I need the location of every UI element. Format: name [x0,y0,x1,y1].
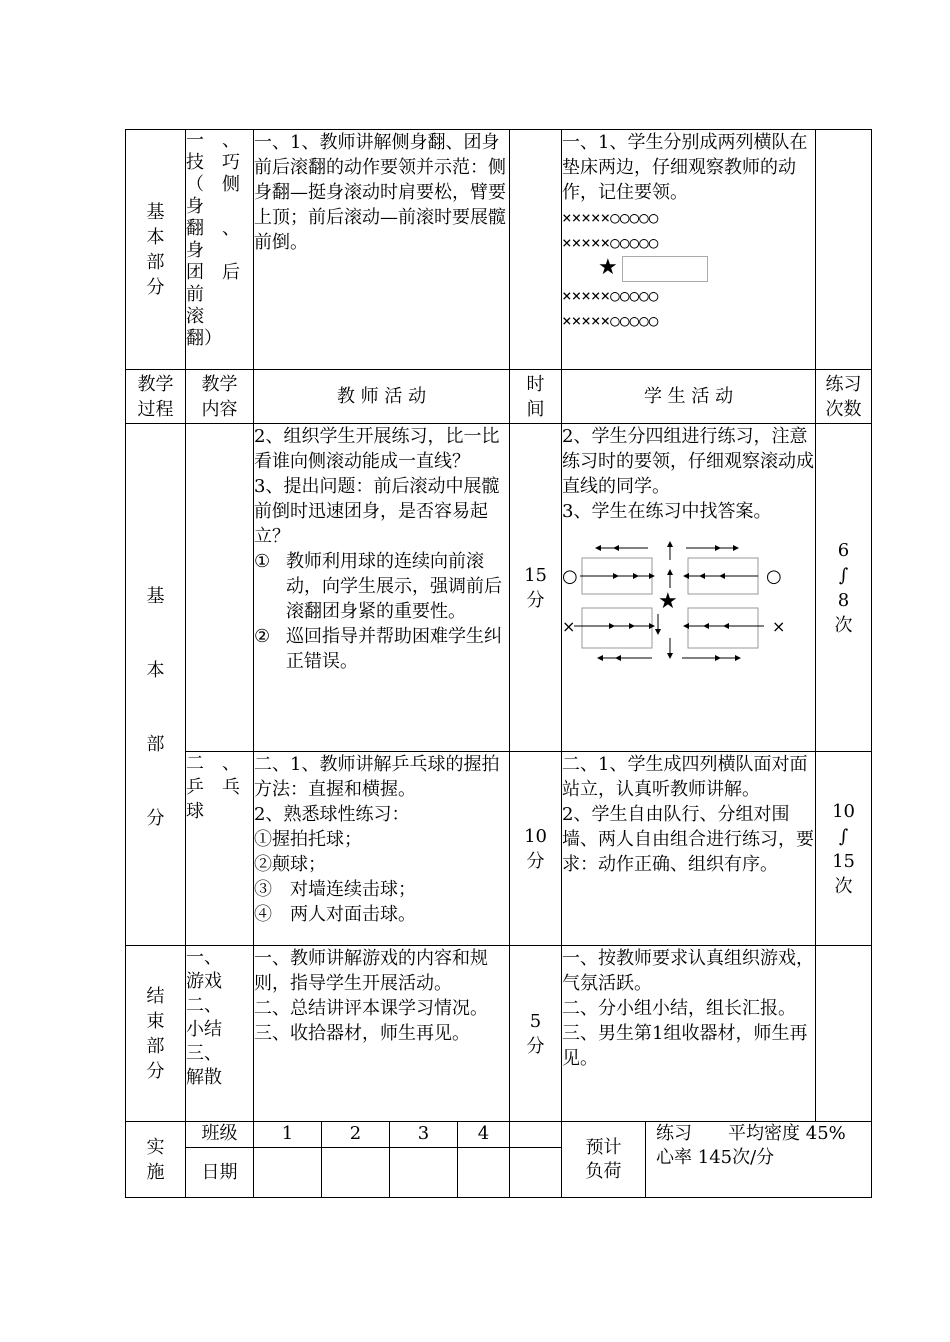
section2-student-p1: 2、学生分四组进行练习，注意练习时的要领，仔细观察滚动成直线的同学。 [562,426,815,497]
formation-row-4: ×××××○○○○○ [562,311,659,330]
formation-row-2: ×××××○○○○○ [562,233,659,252]
section2-content [186,424,254,752]
section2-row [126,424,872,752]
formation-row-3: ×××××○○○○○ [562,286,659,305]
circle-right: ○ [766,566,782,587]
section4-student: 一、按教师要求认真组织游戏，气氛活跃。 二、分小组小结，组长汇报。 三、男生第1组收器材，师生再见。 [562,946,816,1122]
section2-teacher-item-2: ② 巡回指导并帮助困难学生纠正错误。 [254,626,502,672]
lesson-plan-table [125,129,872,1198]
header-row [126,370,872,424]
class-5 [510,1122,562,1148]
circle-left: ○ [562,566,578,587]
section4-label: 结 束 部 分 [126,946,186,1122]
section1-student [562,130,816,370]
date-2 [322,1148,390,1198]
teacher-star-icon: ★ [598,255,618,280]
section1-label: 基 本 部 分 [126,130,186,370]
header-teacher: 教 师 活 动 [254,370,510,424]
class-label: 班级 [186,1122,254,1148]
section2-teacher-item-1: ① 教师利用球的连续向前滚动，向学生展示，强调前后滚翻团身紧的重要性。 [254,551,502,622]
teacher-position [562,255,815,283]
class-1: 1 [254,1122,322,1148]
section3-row [126,752,872,946]
diagram-star-icon: ★ [658,589,678,614]
section1-content: 一 、 技 巧 （ 侧 身 翻 、身 团 后 前 滚 翻） [186,130,254,370]
section1-time [510,130,562,370]
header-student: 学 生 活 动 [562,370,816,424]
section4-content: 一、 游戏 二、 小结 三、 解散 [186,946,254,1122]
class-3: 3 [390,1122,458,1148]
section3-count: 10 ∫ 15 次 [816,752,872,946]
date-5 [510,1148,562,1198]
section3-content: 二 、 乒 乓 球 [186,752,254,946]
section3-student: 二、1、学生成四列横队面对面站立，认真听教师讲解。 2、学生自由队行、分组对围墙、两人自由组合进行练习，要求：动作正确、组织有序。 [562,752,816,946]
section1-teacher: 一、1、教师讲解侧身翻、团身前后滚翻的动作要领并示范：侧身翻—挺身滚动时肩要松，臂要上顶；前后滚动—前滚时要展髋前倒。 [254,130,510,370]
section2-student [562,424,816,752]
section3-teacher: 二、1、教师讲解乒乓球的握拍方法：直握和横握。 2、熟悉球性练习： ①握拍托球； ②颠球； ③ 对墙连续击球； ④ 两人对面击球。 [254,752,510,946]
load-text: 练习 平均密度 45% 心率 145次/分 [646,1122,872,1198]
header-process: 教学 过程 [126,370,186,424]
section2-count: 6 ∫ 8 次 [816,424,872,752]
section4-time: 5 分 [510,946,562,1122]
cross-right: × [772,617,786,636]
section4-row [126,946,872,1122]
mat-box [622,256,708,282]
footer-label: 实 施 [126,1122,186,1198]
section2-student-p2: 3、学生在练习中找答案。 [562,501,772,522]
cross-left: × [562,617,576,636]
section2-teacher-p2: 3、提出问题：前后滚动中展髋前倒时迅速团身，是否容易起立？ [254,476,500,547]
section4-teacher: 一、教师讲解游戏的内容和规则，指导学生开展活动。 二、总结讲评本课学习情况。 三、收拾器材，师生再见。 [254,946,510,1122]
section1-student-intro: 一、1、学生分别成两列横队在垫床两边，仔细观察教师的动作，记住要领。 [562,132,808,203]
section2-teacher-p1: 2、组织学生开展练习，比一比看谁向侧滚动能成一直线？ [254,426,500,472]
header-content: 教学 内容 [186,370,254,424]
section2-teacher [254,424,510,752]
section3-time: 10 分 [510,752,562,946]
section4-count [816,946,872,1122]
section1-count [816,130,872,370]
header-time: 时 间 [510,370,562,424]
header-count: 练习 次数 [816,370,872,424]
rolling-diagram [558,538,798,668]
section1-row [126,130,872,370]
footer-row-1 [126,1122,872,1148]
section2-time: 15 分 [510,424,562,752]
formation-row-1: ×××××○○○○○ [562,208,659,227]
load-label: 预计 负荷 [562,1122,646,1198]
class-4: 4 [458,1122,510,1148]
date-4 [458,1148,510,1198]
section2-label: 基 本 部 分 [126,424,186,946]
date-3 [390,1148,458,1198]
date-1 [254,1148,322,1198]
date-label: 日期 [186,1148,254,1198]
class-2: 2 [322,1122,390,1148]
